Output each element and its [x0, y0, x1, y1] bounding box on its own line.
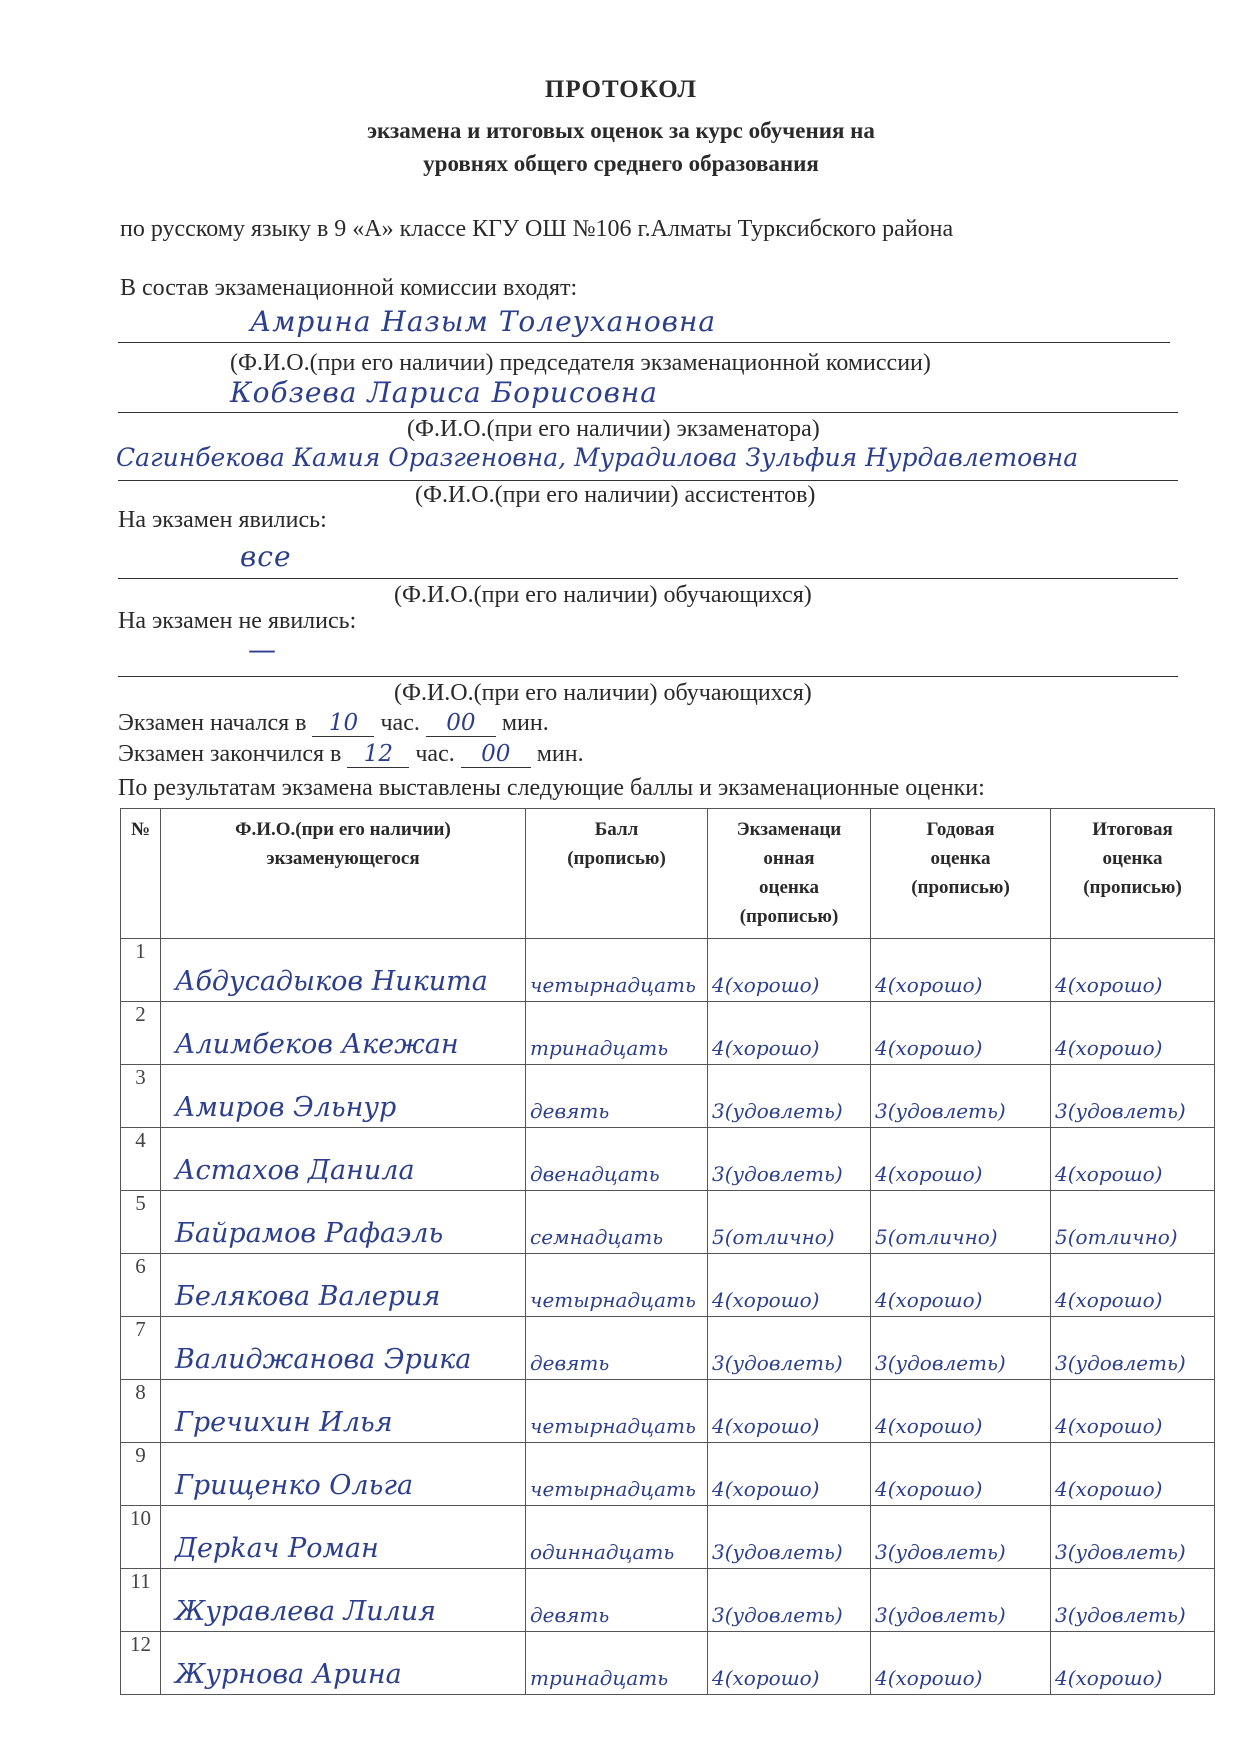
table-row: [121, 1128, 1215, 1191]
column-header-score: Балл (прописью): [526, 809, 708, 939]
table-cell-exam: [708, 1380, 871, 1443]
start-prefix: Экзамен начался в: [118, 710, 307, 736]
final-grade-handwritten: 4(хорошо): [1055, 1477, 1163, 1501]
exam-grade-handwritten: 4(хорошо): [712, 1036, 820, 1060]
table-row: [121, 1380, 1215, 1443]
exam-grade-handwritten: 3(удовлеть): [712, 1540, 843, 1564]
subject-line: по русскому языку в 9 «А» классе КГУ ОШ №106 г.Алматы Турксибского района: [120, 216, 954, 242]
examiner-caption: (Ф.И.О.(при его наличии) экзаменатора): [407, 416, 820, 442]
subtitle-line-2: уровнях общего среднего образования: [423, 151, 819, 176]
table-row: [121, 939, 1215, 1002]
year-grade-handwritten: 4(хорошо): [875, 1288, 983, 1312]
table-cell-score: [526, 1128, 708, 1191]
table-cell-name: [161, 1506, 526, 1569]
chair-caption: (Ф.И.О.(при его наличии) председателя экзаменационной комиссии): [230, 350, 931, 376]
column-header-num: №: [121, 809, 161, 939]
table-cell-score: [526, 1191, 708, 1254]
table-cell-year: [871, 1506, 1051, 1569]
absent-line: [118, 676, 1178, 677]
table-cell-score: [526, 939, 708, 1002]
row-number: 1: [121, 939, 161, 1002]
year-grade-handwritten: 3(удовлеть): [875, 1351, 1006, 1375]
student-name-handwritten: Абдусадыков Никита: [175, 966, 488, 997]
score-handwritten: четырнадцать: [530, 1414, 696, 1438]
table-cell-exam: [708, 1254, 871, 1317]
exam-grade-handwritten: 4(хорошо): [712, 1666, 820, 1690]
year-grade-handwritten: 5(отлично): [875, 1225, 998, 1249]
row-number: 11: [121, 1569, 161, 1632]
final-grade-handwritten: 4(хорошо): [1055, 973, 1163, 997]
table-cell-score: [526, 1002, 708, 1065]
table-cell-name: [161, 1443, 526, 1506]
exam-grade-handwritten: 3(удовлеть): [712, 1099, 843, 1123]
examiner-name-handwritten: Кобзева Лариса Борисовна: [230, 376, 659, 409]
exam-end-line: [118, 741, 584, 768]
exam-grade-handwritten: 3(удовлеть): [712, 1603, 843, 1627]
table-cell-final: [1051, 1443, 1215, 1506]
table-cell-name: [161, 1254, 526, 1317]
subtitle-line-1: экзамена и итоговых оценок за курс обучения на: [367, 118, 875, 143]
year-grade-handwritten: 4(хорошо): [875, 1162, 983, 1186]
exam-grade-handwritten: 3(удовлеть): [712, 1351, 843, 1375]
final-grade-handwritten: 4(хорошо): [1055, 1414, 1163, 1438]
table-cell-exam: [708, 1128, 871, 1191]
student-name-handwritten: Валиджанова Эрика: [175, 1344, 472, 1375]
table-cell-year: [871, 1632, 1051, 1695]
table-cell-exam: [708, 1443, 871, 1506]
exam-grade-handwritten: 4(хорошо): [712, 973, 820, 997]
table-cell-year: [871, 1128, 1051, 1191]
table-cell-exam: [708, 1002, 871, 1065]
year-grade-handwritten: 4(хорошо): [875, 973, 983, 997]
table-cell-year: [871, 939, 1051, 1002]
final-grade-handwritten: 4(хорошо): [1055, 1666, 1163, 1690]
column-header-exam-grade: Экзаменаци онная оценка (прописью): [708, 809, 871, 939]
end-min-handwritten: 00: [461, 741, 531, 768]
document-title: ПРОТОКОЛ: [544, 76, 698, 103]
row-number: 9: [121, 1443, 161, 1506]
table-cell-final: [1051, 1506, 1215, 1569]
end-hour-unit: час.: [415, 741, 455, 767]
start-min-handwritten: 00: [426, 710, 496, 737]
final-grade-handwritten: 4(хорошо): [1055, 1162, 1163, 1186]
present-line: [118, 578, 1178, 579]
student-name-handwritten: Байрамов Рафаэль: [175, 1218, 444, 1249]
table-cell-final: [1051, 1128, 1215, 1191]
end-hour-handwritten: 12: [347, 741, 409, 768]
table-cell-exam: [708, 1569, 871, 1632]
year-grade-handwritten: 4(хорошо): [875, 1036, 983, 1060]
score-handwritten: семнадцать: [530, 1225, 664, 1249]
assistants-name-line: [118, 480, 1178, 481]
final-grade-handwritten: 4(хорошо): [1055, 1036, 1163, 1060]
table-cell-name: [161, 1380, 526, 1443]
year-grade-handwritten: 4(хорошо): [875, 1477, 983, 1501]
row-number: 7: [121, 1317, 161, 1380]
score-handwritten: тринадцать: [530, 1666, 669, 1690]
year-grade-handwritten: 4(хорошо): [875, 1414, 983, 1438]
table-cell-name: [161, 1002, 526, 1065]
row-number: 6: [121, 1254, 161, 1317]
student-name-handwritten: Гречихин Илья: [175, 1407, 393, 1438]
table-row: [121, 1632, 1215, 1695]
table-cell-year: [871, 1191, 1051, 1254]
student-name-handwritten: Алимбеков Акежан: [175, 1029, 459, 1060]
absent-value-handwritten: —: [248, 633, 277, 666]
end-prefix: Экзамен закончился в: [118, 741, 342, 767]
table-cell-final: [1051, 1380, 1215, 1443]
final-grade-handwritten: 3(удовлеть): [1055, 1540, 1186, 1564]
student-name-handwritten: Белякова Валерия: [175, 1281, 441, 1312]
table-cell-exam: [708, 1191, 871, 1254]
table-cell-final: [1051, 1632, 1215, 1695]
table-cell-name: [161, 1317, 526, 1380]
table-row: [121, 1443, 1215, 1506]
table-row: [121, 1065, 1215, 1128]
table-cell-year: [871, 1443, 1051, 1506]
table-cell-final: [1051, 1191, 1215, 1254]
start-min-unit: мин.: [501, 710, 549, 736]
student-name-handwritten: Журавлева Лилия: [175, 1596, 437, 1627]
column-header-final-grade: Итоговая оценка (прописью): [1051, 809, 1215, 939]
assistants-names-handwritten: Сагинбекова Камия Оразгеновна, Мурадилова Зульфия Нурдавлетовна: [116, 443, 1079, 472]
table-cell-score: [526, 1443, 708, 1506]
score-handwritten: четырнадцать: [530, 1477, 696, 1501]
final-grade-handwritten: 3(удовлеть): [1055, 1603, 1186, 1627]
final-grade-handwritten: 3(удовлеть): [1055, 1099, 1186, 1123]
table-cell-score: [526, 1506, 708, 1569]
table-cell-score: [526, 1632, 708, 1695]
row-number: 5: [121, 1191, 161, 1254]
table-cell-name: [161, 1128, 526, 1191]
table-cell-final: [1051, 939, 1215, 1002]
chair-name-line: [118, 342, 1170, 343]
student-name-handwritten: Дерkач Роман: [175, 1533, 379, 1564]
table-cell-name: [161, 1191, 526, 1254]
examiner-name-line: [118, 412, 1178, 413]
table-row: [121, 1506, 1215, 1569]
year-grade-handwritten: 3(удовлеть): [875, 1603, 1006, 1627]
table-cell-final: [1051, 1002, 1215, 1065]
final-grade-handwritten: 5(отлично): [1055, 1225, 1178, 1249]
present-value-handwritten: все: [240, 540, 292, 573]
table-cell-exam: [708, 939, 871, 1002]
exam-grade-handwritten: 4(хорошо): [712, 1477, 820, 1501]
score-handwritten: девять: [530, 1603, 610, 1627]
exam-grade-handwritten: 4(хорошо): [712, 1288, 820, 1312]
table-cell-score: [526, 1569, 708, 1632]
chair-name-handwritten: Амрина Назым Толеухановна: [250, 305, 717, 338]
commission-intro: В состав экзаменационной комиссии входят:: [120, 275, 578, 301]
table-cell-score: [526, 1254, 708, 1317]
absent-caption: (Ф.И.О.(при его наличии) обучающихся): [394, 680, 812, 706]
table-row: [121, 1569, 1215, 1632]
score-handwritten: четырнадцать: [530, 1288, 696, 1312]
table-cell-year: [871, 1317, 1051, 1380]
year-grade-handwritten: 3(удовлеть): [875, 1540, 1006, 1564]
table-cell-final: [1051, 1317, 1215, 1380]
score-handwritten: одиннадцать: [530, 1540, 675, 1564]
exam-grade-handwritten: 5(отлично): [712, 1225, 835, 1249]
table-cell-score: [526, 1065, 708, 1128]
table-cell-year: [871, 1065, 1051, 1128]
table-cell-score: [526, 1380, 708, 1443]
student-name-handwritten: Астахов Данила: [175, 1155, 415, 1186]
student-name-handwritten: Амиров Эльнур: [175, 1092, 397, 1123]
row-number: 3: [121, 1065, 161, 1128]
results-table: [120, 808, 1215, 1695]
score-handwritten: девять: [530, 1351, 610, 1375]
score-handwritten: четырнадцать: [530, 973, 696, 997]
student-name-handwritten: Грищенко Ольга: [175, 1470, 414, 1501]
present-caption: (Ф.И.О.(при его наличии) обучающихся): [394, 582, 812, 608]
year-grade-handwritten: 4(хорошо): [875, 1666, 983, 1690]
score-handwritten: тринадцать: [530, 1036, 669, 1060]
results-intro: По результатам экзамена выставлены следующие баллы и экзаменационные оценки:: [118, 775, 985, 801]
final-grade-handwritten: 3(удовлеть): [1055, 1351, 1186, 1375]
table-cell-score: [526, 1317, 708, 1380]
document-subtitle: [0, 114, 1242, 180]
table-cell-final: [1051, 1065, 1215, 1128]
table-header-row: [121, 809, 1215, 939]
table-row: [121, 1317, 1215, 1380]
final-grade-handwritten: 4(хорошо): [1055, 1288, 1163, 1312]
column-header-year-grade: Годовая оценка (прописью): [871, 809, 1051, 939]
table-row: [121, 1002, 1215, 1065]
column-header-name: Ф.И.О.(при его наличии) экзаменующегося: [161, 809, 526, 939]
table-cell-year: [871, 1002, 1051, 1065]
exam-grade-handwritten: 4(хорошо): [712, 1414, 820, 1438]
start-hour-handwritten: 10: [312, 710, 374, 737]
row-number: 8: [121, 1380, 161, 1443]
table-cell-exam: [708, 1065, 871, 1128]
table-cell-exam: [708, 1506, 871, 1569]
score-handwritten: двенадцать: [530, 1162, 660, 1186]
table-cell-name: [161, 1569, 526, 1632]
student-name-handwritten: Журнова Арина: [175, 1659, 402, 1690]
present-label: На экзамен явились:: [118, 507, 327, 533]
table-cell-name: [161, 1065, 526, 1128]
assistants-caption: (Ф.И.О.(при его наличии) ассистентов): [415, 482, 816, 508]
table-cell-final: [1051, 1254, 1215, 1317]
exam-start-line: [118, 710, 549, 737]
row-number: 12: [121, 1632, 161, 1695]
absent-label: На экзамен не явились:: [118, 608, 357, 634]
row-number: 4: [121, 1128, 161, 1191]
start-hour-unit: час.: [380, 710, 420, 736]
row-number: 10: [121, 1506, 161, 1569]
table-row: [121, 1254, 1215, 1317]
exam-grade-handwritten: 3(удовлеть): [712, 1162, 843, 1186]
table-row: [121, 1191, 1215, 1254]
results-table-body: [121, 939, 1215, 1695]
table-cell-name: [161, 1632, 526, 1695]
table-cell-year: [871, 1380, 1051, 1443]
score-handwritten: девять: [530, 1099, 610, 1123]
table-cell-final: [1051, 1569, 1215, 1632]
table-cell-year: [871, 1254, 1051, 1317]
table-cell-name: [161, 939, 526, 1002]
year-grade-handwritten: 3(удовлеть): [875, 1099, 1006, 1123]
table-cell-exam: [708, 1632, 871, 1695]
end-min-unit: мин.: [536, 741, 584, 767]
table-cell-exam: [708, 1317, 871, 1380]
row-number: 2: [121, 1002, 161, 1065]
table-cell-year: [871, 1569, 1051, 1632]
